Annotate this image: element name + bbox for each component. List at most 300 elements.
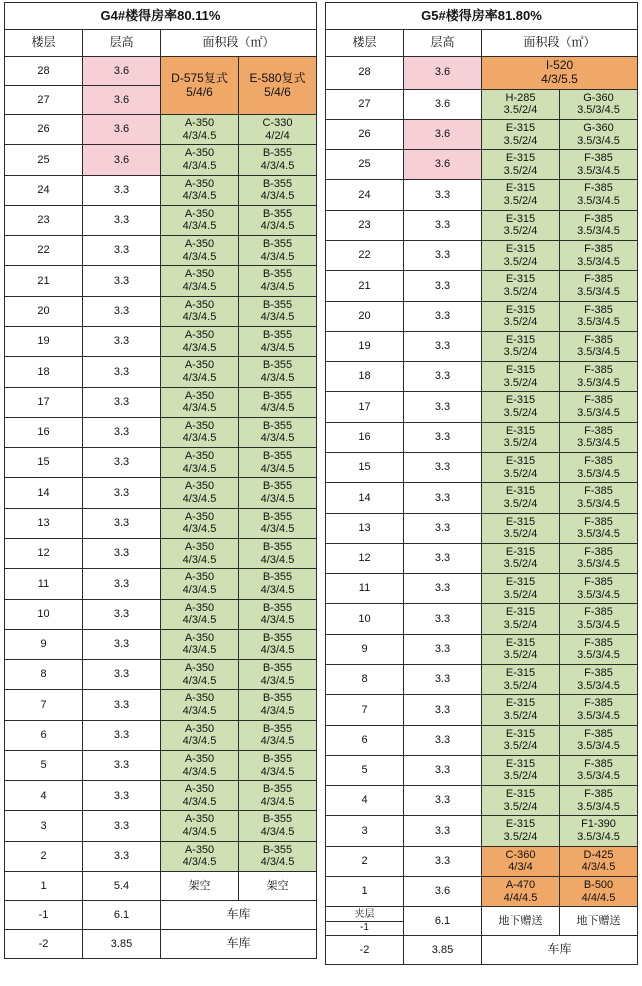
area-cell <box>560 543 638 573</box>
area-spec: 4/3/4.5 <box>182 674 217 687</box>
height-cell: 3.3 <box>83 841 161 871</box>
area-spec: 4/3/4.5 <box>182 129 217 142</box>
height-cell: 3.3 <box>404 513 482 543</box>
floor-cell: 11 <box>326 574 404 604</box>
area-cell <box>560 483 638 513</box>
area-code: F-385 <box>584 636 613 649</box>
area-code: F-385 <box>584 666 613 679</box>
area-code: B-355 <box>262 268 293 281</box>
floor-cell: 8 <box>5 660 83 690</box>
area-cell <box>560 180 638 210</box>
area-cell <box>482 452 560 482</box>
area-spec: 3.5/2/4 <box>503 285 538 298</box>
floor-cell: 9 <box>326 634 404 664</box>
floor-cell: 3 <box>326 816 404 846</box>
floor-cell: 1 <box>326 876 404 906</box>
area-code: 架空 <box>188 879 211 892</box>
area-code: A-470 <box>505 878 536 891</box>
floor-cell: 21 <box>5 266 83 296</box>
area-cell <box>239 296 317 326</box>
area-spec: 4/3/4.5 <box>182 826 217 839</box>
height-cell: 3.3 <box>404 664 482 694</box>
height-cell: 3.3 <box>404 301 482 331</box>
area-spec: 4/3/4.5 <box>260 614 295 627</box>
area-code: 车库 <box>547 942 572 957</box>
table-row <box>326 876 638 906</box>
area-code: B-355 <box>262 450 293 463</box>
area-cell <box>560 452 638 482</box>
area-spec: 3.5/3/4.5 <box>577 316 620 329</box>
floor-cell: 12 <box>5 538 83 568</box>
area-cell <box>482 816 560 846</box>
area-spec: 3.5/3/4.5 <box>577 800 620 813</box>
area-cell <box>161 326 239 356</box>
area-cell <box>239 538 317 568</box>
area-cell <box>239 326 317 356</box>
area-cell <box>560 392 638 422</box>
area-cell <box>482 574 560 604</box>
area-code: A-350 <box>184 843 215 856</box>
area-code: E-315 <box>505 212 536 225</box>
area-code: B-355 <box>262 480 293 493</box>
area-spec: 4/3/4.5 <box>260 281 295 294</box>
area-code: B-355 <box>262 389 293 402</box>
area-cell <box>161 872 239 901</box>
area-spec: 4/3/4.5 <box>182 704 217 717</box>
area-cell <box>482 119 560 149</box>
area-spec: 3.5/2/4 <box>503 104 538 117</box>
area-code: E-315 <box>505 364 536 377</box>
area-spec: 4/3/4.5 <box>182 493 217 506</box>
area-spec: 3.5/2/4 <box>503 376 538 389</box>
area-code: G-360 <box>583 91 614 104</box>
height-cell: 3.6 <box>83 145 161 175</box>
area-cell <box>239 175 317 205</box>
height-cell: 3.3 <box>83 720 161 750</box>
area-cell <box>161 236 239 266</box>
floor-cell: 18 <box>326 362 404 392</box>
area-cell <box>161 599 239 629</box>
area-code: E-315 <box>505 576 536 589</box>
area-cell <box>560 331 638 361</box>
area-code: E-315 <box>505 515 536 528</box>
floor-label: 夹层 <box>326 909 403 922</box>
area-spec: 3.5/2/4 <box>503 255 538 268</box>
area-spec: 3.5/2/4 <box>503 740 538 753</box>
area-spec: 4/3/4.5 <box>182 614 217 627</box>
area-spec: 4/4/4.5 <box>581 891 616 904</box>
height-cell: 3.3 <box>83 236 161 266</box>
area-cell <box>482 786 560 816</box>
area-spec: 4/3/4.5 <box>182 281 217 294</box>
area-code: A-350 <box>184 722 215 735</box>
table-row <box>326 725 638 755</box>
height-cell: 3.3 <box>404 362 482 392</box>
table-row <box>5 660 317 690</box>
table-row <box>326 936 638 965</box>
area-code: F-385 <box>584 333 613 346</box>
floor-label: -1 <box>360 921 369 933</box>
area-cell <box>239 115 317 145</box>
area-spec: 4/3/4.5 <box>260 553 295 566</box>
area-code: B-355 <box>262 601 293 614</box>
floor-cell: 28 <box>326 57 404 90</box>
area-spec: 4/3/4.5 <box>260 432 295 445</box>
floor-cell: 5 <box>5 750 83 780</box>
area-cell <box>161 841 239 871</box>
area-spec: 4/3/4.5 <box>260 250 295 263</box>
area-spec: 4/3/4.5 <box>182 432 217 445</box>
area-cell <box>482 907 560 936</box>
floor-cell: 26 <box>326 119 404 149</box>
height-cell: 3.3 <box>404 725 482 755</box>
area-spec: 4/3/4.5 <box>260 644 295 657</box>
height-cell: 3.3 <box>83 538 161 568</box>
area-spec: 3.5/3/4.5 <box>577 558 620 571</box>
area-code: F-385 <box>584 212 613 225</box>
floor-cell: 5 <box>326 755 404 785</box>
area-spec: 3.5/2/4 <box>503 497 538 510</box>
area-spec: 3.5/3/4.5 <box>577 285 620 298</box>
area-cell <box>239 569 317 599</box>
area-cell <box>560 664 638 694</box>
area-spec: 4/3/4.5 <box>182 250 217 263</box>
floor-cell: 13 <box>326 513 404 543</box>
area-cell <box>161 569 239 599</box>
height-cell: 3.3 <box>83 750 161 780</box>
area-code: B-355 <box>262 813 293 826</box>
table-row <box>326 634 638 664</box>
area-spec: 3.5/3/4.5 <box>577 709 620 722</box>
area-cell <box>560 422 638 452</box>
floor-cell: 24 <box>5 175 83 205</box>
area-spec: 3.5/2/4 <box>503 164 538 177</box>
table-row <box>326 301 638 331</box>
area-code: A-350 <box>184 207 215 220</box>
table-row <box>326 664 638 694</box>
area-spec: 3.5/3/4.5 <box>577 588 620 601</box>
area-cell <box>161 901 317 930</box>
floor-cell: 7 <box>326 695 404 725</box>
area-cell <box>560 604 638 634</box>
right-header-row <box>326 30 638 57</box>
table-row <box>326 210 638 240</box>
area-spec: 4/3/4.5 <box>182 220 217 233</box>
right-table-title: G5#楼得房率81.80% <box>326 3 638 30</box>
area-spec: 3.5/2/4 <box>503 316 538 329</box>
left-table-title: G4#楼得房率80.11% <box>5 3 317 30</box>
area-code: B-355 <box>262 752 293 765</box>
height-cell: 3.3 <box>83 175 161 205</box>
area-code: B-355 <box>262 419 293 432</box>
table-row <box>5 478 317 508</box>
area-code: B-355 <box>262 631 293 644</box>
area-spec: 3.5/2/4 <box>503 619 538 632</box>
table-row <box>326 241 638 271</box>
area-code: B-355 <box>262 328 293 341</box>
area-spec: 4/3/4.5 <box>260 795 295 808</box>
height-cell: 3.3 <box>404 210 482 240</box>
table-row <box>5 720 317 750</box>
area-cell <box>239 236 317 266</box>
area-spec: 3.5/3/4.5 <box>577 134 620 147</box>
table-row <box>326 786 638 816</box>
right-table-body <box>326 57 638 965</box>
area-spec: 4/3/4.5 <box>182 402 217 415</box>
area-code: F-385 <box>584 303 613 316</box>
area-cell <box>482 180 560 210</box>
area-code: F-385 <box>584 545 613 558</box>
area-spec: 4/3/4.5 <box>260 311 295 324</box>
area-spec: 4/3/4.5 <box>260 190 295 203</box>
right-header-height: 层高 <box>404 30 482 57</box>
table-row <box>326 695 638 725</box>
area-code: E-315 <box>505 303 536 316</box>
floor-cell: -2 <box>326 936 404 965</box>
area-code: E-315 <box>505 121 536 134</box>
area-code: A-350 <box>184 359 215 372</box>
area-spec: 3.5/3/4.5 <box>577 467 620 480</box>
area-cell <box>560 301 638 331</box>
table-row <box>326 846 638 876</box>
table-row <box>326 604 638 634</box>
area-spec: 4/3/4.5 <box>182 765 217 778</box>
area-cell <box>239 357 317 387</box>
floor-cell: 18 <box>5 357 83 387</box>
area-code: A-350 <box>184 480 215 493</box>
floor-cell: 7 <box>5 690 83 720</box>
floor-cell: 9 <box>5 629 83 659</box>
area-cell <box>560 210 638 240</box>
area-code: A-350 <box>184 752 215 765</box>
area-cell <box>239 57 317 115</box>
table-row <box>326 422 638 452</box>
area-spec: 4/3/4.5 <box>182 583 217 596</box>
height-cell: 3.3 <box>404 755 482 785</box>
area-code: E-315 <box>505 818 536 831</box>
height-cell: 3.6 <box>404 89 482 119</box>
area-spec: 3.5/3/4.5 <box>577 225 620 238</box>
height-cell: 3.3 <box>83 448 161 478</box>
area-code: F-385 <box>584 394 613 407</box>
area-spec: 3.5/3/4.5 <box>577 104 620 117</box>
area-code: A-350 <box>184 571 215 584</box>
area-spec: 4/3/4.5 <box>260 341 295 354</box>
area-cell <box>560 241 638 271</box>
floor-cell: 19 <box>326 331 404 361</box>
area-cell <box>482 271 560 301</box>
area-cell <box>482 362 560 392</box>
height-cell: 3.3 <box>404 816 482 846</box>
floor-cell: 16 <box>5 417 83 447</box>
area-code: D-425 <box>583 848 614 861</box>
area-code: B-355 <box>262 147 293 160</box>
area-code: 车库 <box>226 907 251 922</box>
height-cell: 3.3 <box>404 271 482 301</box>
area-cell <box>560 150 638 180</box>
area-code: A-350 <box>184 328 215 341</box>
height-cell: 3.3 <box>83 417 161 447</box>
table-row <box>326 362 638 392</box>
table-row <box>326 392 638 422</box>
area-code: B-355 <box>262 783 293 796</box>
height-cell: 3.3 <box>404 695 482 725</box>
area-spec: 4/3/4.5 <box>260 493 295 506</box>
floor-cell: 11 <box>5 569 83 599</box>
area-code: F-385 <box>584 152 613 165</box>
height-cell: 3.3 <box>83 660 161 690</box>
floor-cell: 1 <box>5 872 83 901</box>
floor-cell: 22 <box>326 241 404 271</box>
table-row <box>5 145 317 175</box>
table-row <box>326 180 638 210</box>
area-code: F-385 <box>584 515 613 528</box>
area-cell <box>239 841 317 871</box>
area-spec: 4/3/4.5 <box>182 371 217 384</box>
area-cell <box>239 781 317 811</box>
floor-cell: 6 <box>326 725 404 755</box>
area-cell <box>560 119 638 149</box>
floor-cell: -2 <box>5 930 83 959</box>
area-spec: 3.5/2/4 <box>503 800 538 813</box>
area-cell <box>239 448 317 478</box>
area-spec: 4/3/4.5 <box>260 735 295 748</box>
table-row <box>5 57 317 86</box>
area-code: A-350 <box>184 692 215 705</box>
area-spec: 4/3/4.5 <box>182 190 217 203</box>
area-cell <box>482 695 560 725</box>
area-cell <box>239 266 317 296</box>
height-cell: 3.6 <box>404 150 482 180</box>
area-code: 架空 <box>266 879 289 892</box>
area-code: F-385 <box>584 757 613 770</box>
left-header-height: 层高 <box>83 30 161 57</box>
height-cell: 3.3 <box>404 422 482 452</box>
area-cell <box>161 417 239 447</box>
area-spec: 3.5/2/4 <box>503 770 538 783</box>
area-cell <box>161 690 239 720</box>
height-cell: 3.3 <box>404 331 482 361</box>
area-spec: 4/4/4.5 <box>503 891 538 904</box>
area-code: A-350 <box>184 510 215 523</box>
table-row <box>326 150 638 180</box>
table-row <box>5 417 317 447</box>
area-cell <box>482 57 638 90</box>
floor-cell <box>326 907 404 936</box>
area-code: A-350 <box>184 662 215 675</box>
area-code: F-385 <box>584 424 613 437</box>
floor-cell: 13 <box>5 508 83 538</box>
height-cell: 3.3 <box>83 781 161 811</box>
area-cell <box>560 786 638 816</box>
area-spec: 5/4/6 <box>186 84 213 99</box>
area-cell <box>482 755 560 785</box>
area-spec: 3.5/2/4 <box>503 437 538 450</box>
table-row <box>5 690 317 720</box>
table-row <box>326 331 638 361</box>
area-cell <box>239 629 317 659</box>
area-cell <box>560 89 638 119</box>
area-cell <box>560 876 638 906</box>
floor-cell: 23 <box>326 210 404 240</box>
area-spec: 3.5/2/4 <box>503 830 538 843</box>
area-cell <box>560 271 638 301</box>
floor-cell: 24 <box>326 180 404 210</box>
table-row <box>326 89 638 119</box>
area-spec: 4/3/4.5 <box>260 371 295 384</box>
area-cell <box>560 846 638 876</box>
height-cell: 6.1 <box>83 901 161 930</box>
area-code: E-315 <box>505 394 536 407</box>
table-row <box>326 574 638 604</box>
area-spec: 4/3/4.5 <box>260 826 295 839</box>
area-spec: 3.5/2/4 <box>503 134 538 147</box>
area-spec: 3.5/3/4.5 <box>577 770 620 783</box>
right-title-row <box>326 3 638 30</box>
left-header-area: 面积段（㎡） <box>161 30 317 57</box>
height-cell: 3.3 <box>404 786 482 816</box>
floor-cell: 21 <box>326 271 404 301</box>
height-cell: 3.6 <box>404 876 482 906</box>
area-spec: 3.5/2/4 <box>503 225 538 238</box>
area-spec: 3.5/3/4.5 <box>577 437 620 450</box>
area-cell <box>482 241 560 271</box>
area-cell <box>482 483 560 513</box>
height-cell: 3.3 <box>83 296 161 326</box>
area-code: A-350 <box>184 540 215 553</box>
area-cell <box>239 811 317 841</box>
area-cell <box>482 543 560 573</box>
area-spec: 3.5/2/4 <box>503 558 538 571</box>
table-row <box>5 205 317 235</box>
area-cell <box>560 695 638 725</box>
floor-cell: 6 <box>5 720 83 750</box>
table-row <box>5 781 317 811</box>
height-cell: 3.3 <box>404 241 482 271</box>
table-row <box>326 543 638 573</box>
area-cell <box>239 145 317 175</box>
area-code: 地下赠送 <box>498 914 543 927</box>
height-cell: 3.3 <box>83 690 161 720</box>
floor-cell: 22 <box>5 236 83 266</box>
area-spec: 3.5/3/4.5 <box>577 376 620 389</box>
floor-cell: 2 <box>326 846 404 876</box>
table-row <box>5 296 317 326</box>
area-spec: 3.5/3/4.5 <box>577 830 620 843</box>
height-cell: 3.3 <box>404 452 482 482</box>
area-code: 地下赠送 <box>576 914 621 927</box>
area-cell <box>239 720 317 750</box>
area-code: B-355 <box>262 843 293 856</box>
area-cell <box>161 811 239 841</box>
area-code: F-385 <box>584 727 613 740</box>
area-cell <box>560 574 638 604</box>
area-code: F1-390 <box>581 818 616 831</box>
height-cell: 3.3 <box>83 357 161 387</box>
area-code: E-315 <box>505 152 536 165</box>
floor-cell: 4 <box>5 781 83 811</box>
area-code: F-385 <box>584 697 613 710</box>
area-spec: 4/3/4.5 <box>182 341 217 354</box>
area-cell <box>161 387 239 417</box>
area-cell <box>161 750 239 780</box>
area-code: A-350 <box>184 783 215 796</box>
height-cell: 3.6 <box>404 57 482 90</box>
floor-cell: 16 <box>326 422 404 452</box>
area-spec: 4/3/4.5 <box>260 220 295 233</box>
height-cell: 3.3 <box>83 205 161 235</box>
height-cell: 3.3 <box>404 180 482 210</box>
